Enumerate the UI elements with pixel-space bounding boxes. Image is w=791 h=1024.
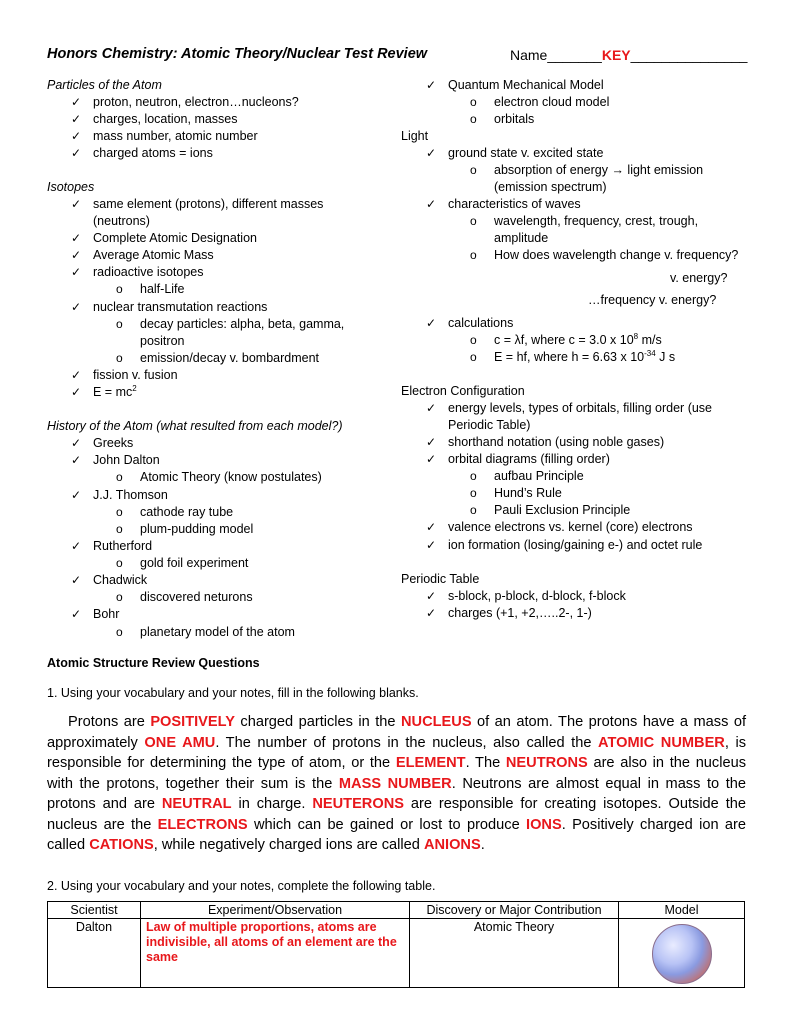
sub-item-cont: (emission spectrum) — [494, 180, 607, 194]
particles-heading: Particles of the Atom — [47, 78, 162, 92]
sub-item: o discovered neturons — [140, 590, 253, 604]
list-item: ✓ charged atoms = ions — [93, 146, 213, 160]
sub-item: o half-Life — [140, 282, 184, 296]
list-item: ✓ nuclear transmutation reactions — [93, 300, 267, 314]
sub-item: o Atomic Theory (know postulates) — [140, 470, 322, 484]
isotopes-heading: Isotopes — [47, 180, 95, 194]
column-header: Experiment/Observation — [141, 902, 410, 919]
table-row — [48, 919, 745, 988]
column-header: Scientist — [48, 902, 141, 919]
sub-item: o cathode ray tube — [140, 505, 233, 519]
list-item: ✓ same element (protons), different masses — [93, 197, 323, 211]
answer: NUCLEUS — [401, 714, 472, 730]
question-2: 2. Using your vocabulary and your notes, complete the following table. — [47, 879, 436, 893]
answer: NEUTRAL — [161, 796, 232, 812]
list-item: ✓ $E = mc^2$ — [93, 385, 137, 399]
answer: ANIONS — [423, 837, 481, 853]
list-item: ✓ John Dalton — [93, 453, 160, 467]
list-item: ✓ calculations — [448, 316, 513, 330]
discovery-cell: Atomic Theory — [410, 919, 619, 988]
list-item: ✓ Complete Atomic Designation — [93, 231, 257, 245]
list-item: ✓ ground state v. excited state — [448, 146, 603, 160]
answer: NEUTRONS — [505, 755, 588, 771]
experiment-cell: Law of multiple proportions, atoms are indivisible, all atoms of an element are the same — [141, 919, 410, 988]
answer: POSITIVELY — [150, 714, 235, 730]
answer: CATIONS — [89, 837, 154, 853]
answer: NEUTERONS — [312, 796, 404, 812]
list-item-cont: (neutrons) — [93, 214, 150, 228]
name-line: Name_______KEY_______________ — [510, 47, 748, 63]
list-item: ✓ charges (+1, +2,…..2-, 1-) — [448, 606, 592, 620]
history-heading: History of the Atom (what resulted from each model?) — [47, 419, 343, 433]
list-item: ✓ Rutherford — [93, 539, 152, 553]
sub-item: o c = λf, where c = 3.0 x $10^8$ m/s — [494, 333, 662, 347]
list-item-cont: Periodic Table) — [448, 418, 531, 432]
list-item: ✓ Average Atomic Mass — [93, 248, 214, 262]
list-item: ✓ radioactive isotopes — [93, 265, 203, 279]
list-item: ✓ J.J. Thomson — [93, 488, 168, 502]
sub-item: o emission/decay v. bombardment — [140, 351, 319, 365]
sub-item-cont: amplitude — [494, 231, 549, 245]
column-header: Discovery or Major Contribution — [410, 902, 619, 919]
model-cell — [619, 919, 745, 988]
table-header-row — [48, 902, 745, 919]
question-1: 1. Using your vocabulary and your notes, fill in the following blanks. — [47, 686, 419, 700]
answer: ELEMENT — [395, 755, 466, 771]
list-item: ✓ proton, neutron, electron…nucleons? — [93, 95, 299, 109]
list-item: ✓ Quantum Mechanical Model — [448, 78, 604, 92]
sub-item: o electron cloud model — [494, 95, 609, 109]
ec-heading: Electron Configuration — [401, 384, 525, 398]
sub-item: o plum-pudding model — [140, 522, 253, 536]
list-item: ✓ Greeks — [93, 436, 133, 450]
list-item: ✓ Chadwick — [93, 573, 147, 587]
fill-in-paragraph: Protons are POSITIVELY charged particles in the NUCLEUS of an atom. The protons have a mass of approximately ONE AMU. The number of protons in the nucleus, also called the ATOMIC NUMBER, is responsible for determining the type of atom, or the ELEMENT. The NEUTRONS are also in the nucleus with the protons, together their sum is the MASS NUMBER. Neutrons are almost equal in mass to the protons and are NEUTRAL in charge. NEUTERONS are responsible for creating isotopes. Outside the nucleus are the ELECTRONS which can be gained or lost to produce IONS. Positively charged ion are called CATIONS, while negatively charged ions are called ANIONS. — [47, 714, 747, 853]
sub-item: o gold foil experiment — [140, 556, 248, 570]
list-item: ✓ valence electrons vs. kernel (core) electrons — [448, 520, 693, 534]
scientist-table — [47, 901, 745, 988]
sub-item: o aufbau Principle — [494, 469, 584, 483]
sub-item: o How does wavelength change v. frequency? — [494, 248, 738, 262]
sub-item-cont: …frequency v. energy? — [588, 293, 717, 307]
list-item: ✓ mass number, atomic number — [93, 129, 258, 143]
answer: ELECTRONS — [157, 816, 248, 833]
column-header: Model — [619, 902, 745, 919]
list-item: ✓ Bohr — [93, 607, 119, 621]
sub-item: o orbitals — [494, 112, 534, 126]
list-item: ✓ characteristics of waves — [448, 197, 581, 211]
answer: MASS NUMBER — [338, 775, 452, 792]
key-label: KEY — [601, 47, 631, 63]
answer: ATOMIC NUMBER — [598, 734, 725, 751]
sub-item-cont: v. energy? — [670, 271, 728, 285]
answer: ONE AMU — [144, 734, 216, 751]
sub-item: o Pauli Exclusion Principle — [494, 503, 630, 517]
sub-item: o wavelength, frequency, crest, trough, — [494, 214, 698, 228]
list-item: ✓ shorthand notation (using noble gases) — [448, 435, 664, 449]
sub-item-cont: positron — [140, 334, 185, 348]
answer: IONS — [526, 816, 562, 833]
light-heading: Light — [401, 129, 429, 143]
pt-heading: Periodic Table — [401, 572, 480, 586]
page-title: Honors Chemistry: Atomic Theory/Nuclear Test Review — [47, 46, 428, 62]
list-item: ✓ energy levels, types of orbitals, filling order (use — [448, 401, 712, 415]
list-item: ✓ s-block, p-block, d-block, f-block — [448, 589, 626, 603]
sub-item: o decay particles: alpha, beta, gamma, — [140, 317, 344, 331]
solid-sphere-model-image — [652, 924, 712, 984]
list-item: ✓ fission v. fusion — [93, 368, 178, 382]
questions-heading: Atomic Structure Review Questions — [47, 656, 260, 670]
list-item: ✓ ion formation (losing/gaining e-) and octet rule — [448, 538, 702, 552]
list-item: ✓ charges, location, masses — [93, 112, 238, 126]
sub-item: o Hund’s Rule — [494, 486, 562, 500]
sub-item: o E = hf, where h = 6.63 x $10^{-34}$ J s — [494, 350, 675, 364]
sub-item: o absorption of energy → light emission — [494, 163, 703, 177]
list-item: ✓ orbital diagrams (filling order) — [448, 452, 610, 466]
sub-item: o planetary model of the atom — [140, 625, 295, 639]
scientist-cell: Dalton — [48, 919, 141, 988]
